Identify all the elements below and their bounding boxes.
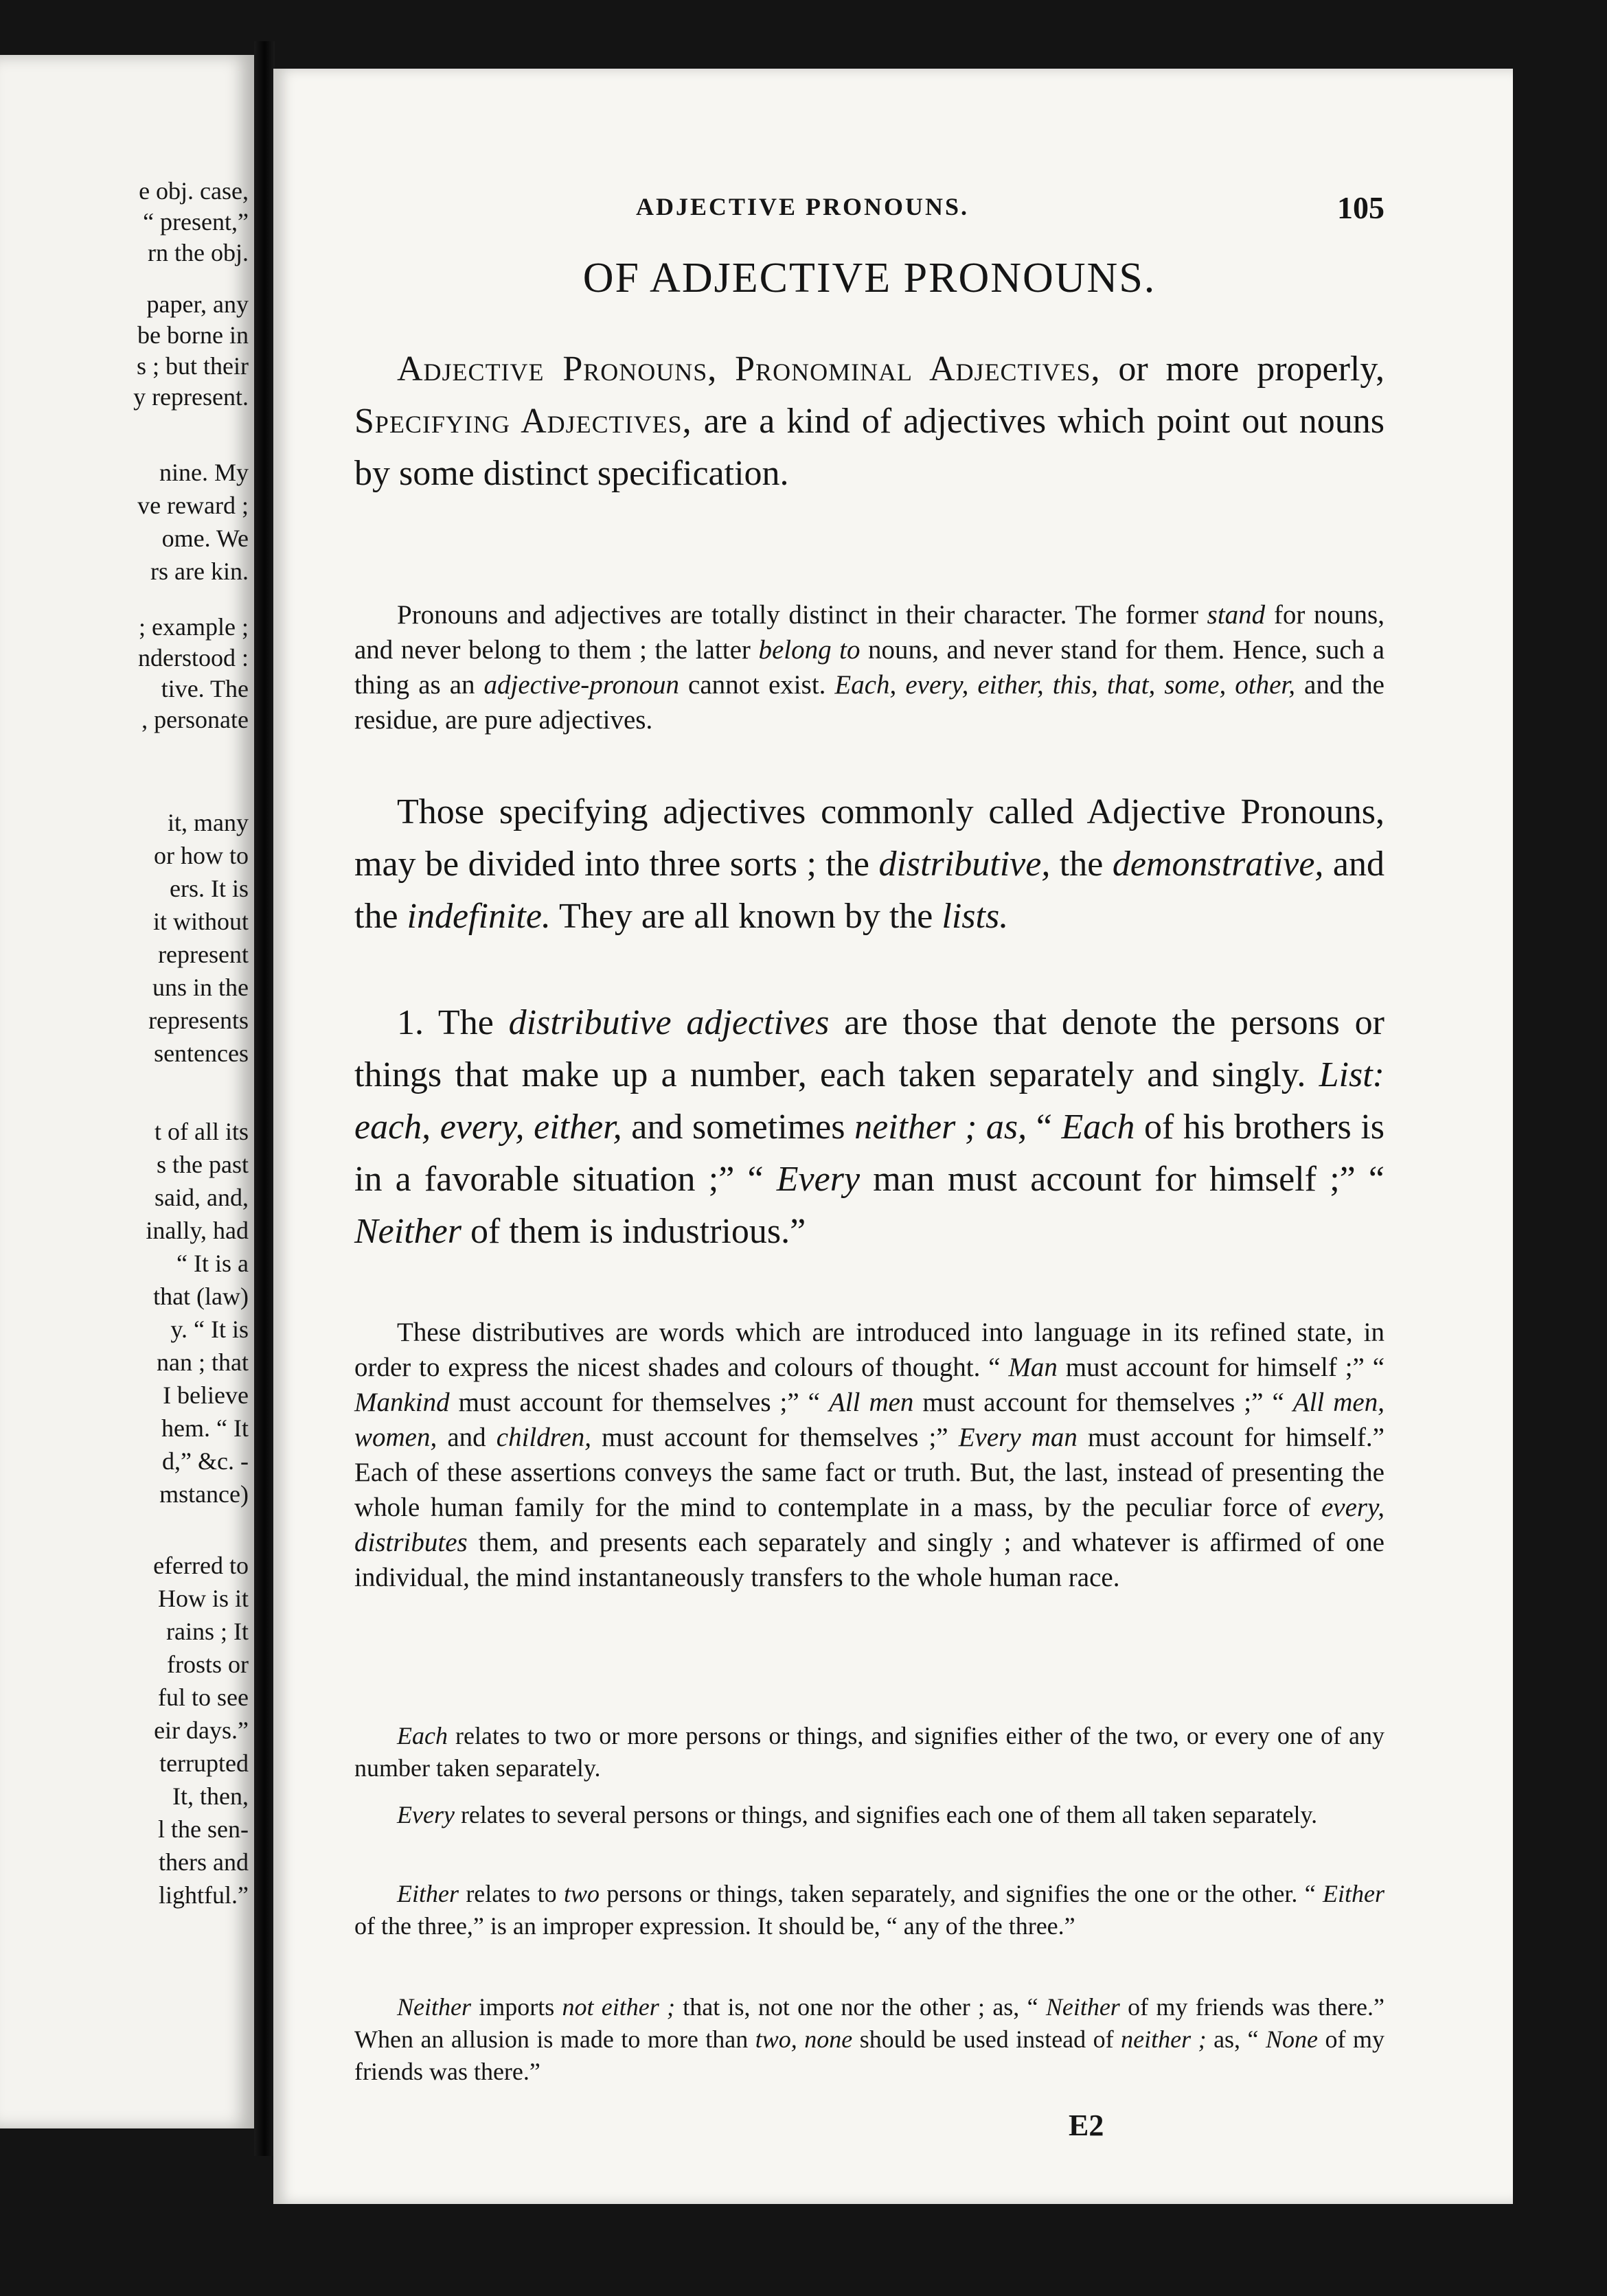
signature-mark: E2 [1069,2109,1104,2142]
note-text: must account for themselves ;” [591,1423,959,1452]
paragraph-text: man must account for himself ;” “ [860,1160,1385,1199]
paragraph-three-sorts [354,786,1384,943]
definition-italic: None [1266,2025,1319,2053]
definition-body: should be used instead of [852,2025,1121,2053]
term-adjective-pronouns: Adjective Pronouns, [397,349,718,389]
left-page-line: ers. It is [170,875,249,902]
defined-word: Either [397,1880,459,1907]
left-page-line: s the past [157,1151,249,1178]
running-head [354,192,1384,233]
paragraph-italic: Every [776,1160,861,1199]
note-text: must account for themselves ;” “ [449,1388,829,1417]
definition-body: of the three,” is an improper expression. It should be, “ any of the three.” [354,1912,1075,1940]
left-page-line: ; example ; [139,613,249,641]
left-page-line: inally, had [146,1217,249,1244]
paragraph-text: of them is industrious.” [461,1212,806,1251]
left-page-line: mstance) [159,1480,249,1508]
left-page-line: e obj. case, [139,177,249,205]
left-page-line: represent [158,941,249,968]
left-page-line: frosts or [167,1651,249,1678]
left-page-line: l the sen- [158,1815,249,1843]
left-page-line: eir days.” [154,1717,249,1744]
left-page-line: eferred to [153,1552,249,1579]
definition-body: of my friends was there.” When an allusion is made to more than [354,1993,1385,2053]
definition-italic: Either [1323,1880,1384,1907]
note-text: must account for themselves ;” “ [913,1388,1293,1417]
note-italic: Mankind [354,1388,450,1417]
note-italic: Man [1008,1353,1058,1382]
left-page-line: ve reward ; [137,492,249,519]
definition-every [354,1799,1384,1831]
note-italic: adjective-pronoun [483,670,679,700]
paragraph-text: and the [354,845,1384,936]
paragraph-text: of his brothers is in a favorable situation ;” “ [354,1107,1385,1199]
paragraph-text: Those specifying adjectives commonly called Adjective Pronouns, may be divided into three sorts ; the [354,792,1384,884]
note-italic: belong to [758,635,861,665]
paragraph-italic: Neither [354,1212,461,1251]
paragraph-distributive [354,997,1384,1258]
note-text: and [437,1423,497,1452]
paragraph-text: 1. The [397,1003,509,1042]
left-page-line: rains ; It [166,1618,249,1645]
note-italic: Every man [958,1423,1078,1452]
book-gutter [254,41,275,2156]
paragraph-italic: demonstrative, [1112,845,1324,884]
chapter-title: OF ADJECTIVE PRONOUNS. [582,255,1156,301]
definition-either [354,1878,1384,1942]
defined-word: Every [397,1801,455,1828]
note-text: and the residue, are pure adjectives. [354,670,1384,735]
definition-each [354,1720,1384,1784]
note-pronouns-vs-adjectives [354,597,1384,737]
left-page-line: be borne in [137,321,249,349]
definition-body: imports [470,1993,562,2021]
definition-italic: not either ; [562,1993,676,2021]
note-italic: Each, every, either, this, that, some, other, [834,670,1295,700]
left-page-line: “ It is a [176,1250,249,1277]
definition-connector: or more properly, [1118,349,1384,389]
paragraph-text: “ [1027,1107,1062,1147]
defined-word: Each [397,1722,448,1749]
definition-body: relates to two or more persons or things, and signifies either of the two, or every one of any number taken separately. [354,1722,1384,1782]
paragraph-text: They are all known by the [550,897,942,936]
paragraph-italic: List: each, every, either, [354,1055,1384,1147]
paragraph-italic: lists. [942,897,1009,936]
left-page-line: nine. My [159,459,249,486]
paragraph-italic: neither ; as, [854,1107,1027,1147]
left-page-line: , personate [141,706,249,733]
left-page-line: thers and [159,1848,249,1876]
paragraph-text: and sometimes [622,1107,855,1147]
definition-italic: two [563,1880,600,1907]
left-page-line: represents [148,1007,249,1034]
left-page-line: nderstood : [138,644,249,671]
left-page-line: it, many [168,809,249,836]
left-page-line: it without [152,908,249,935]
definition-body: as, “ [1206,2025,1266,2053]
definition-italic: Neither [1045,1993,1120,2021]
left-page-line: sentences [154,1040,249,1067]
definition-paragraph [354,343,1384,500]
left-page-line: d,” &c. - [162,1447,249,1475]
term-specifying-adjectives: Specifying Adjectives, [354,402,692,441]
left-page-line: nan ; that [157,1348,249,1376]
definition-neither [354,1991,1384,2088]
left-page-line: hem. “ It [161,1414,249,1442]
left-page-line: It, then, [172,1782,249,1810]
paragraph-italic: distributive, [878,845,1051,884]
note-text: cannot exist. [679,670,835,700]
note-text: nouns, and never stand for them. Hence, such a thing as an [354,635,1385,700]
left-page [0,55,254,2128]
left-page-line: s ; but their [137,352,249,380]
note-text: them, and presents each separately and singly ; and whatever is affirmed of one individual, the mind instantaneously transfers to the whole human race. [354,1528,1384,1592]
note-text: Pronouns and adjectives are totally distinct in their character. The former [397,600,1207,630]
left-page-line: lightful.” [159,1881,249,1909]
note-text: These distributives are words which are introduced into language in its refined state, in order to express the nicest shades and colours of thought. “ [354,1318,1384,1382]
definition-body: of my friends was there.” [354,2025,1384,2085]
left-page-line: ful to see [158,1684,249,1711]
note-italic: children, [496,1423,592,1452]
defined-word: Neither [397,1993,471,2021]
note-italic: every, distributes [354,1493,1384,1557]
definition-body: persons or things, taken separately, and signifies the one or the other. “ [599,1880,1323,1907]
left-page-line: t of all its [155,1118,249,1145]
left-page-line: I believe [163,1381,249,1409]
left-page-line: y represent. [133,383,249,411]
left-page-line: tive. The [161,675,249,702]
paragraph-italic: distributive adjectives [508,1003,830,1042]
paragraph-italic: Each [1061,1107,1135,1147]
definition-body: that is, not one nor the other ; as, “ [675,1993,1046,2021]
left-page-line: terrupted [159,1749,249,1777]
left-page-line: that (law) [153,1283,249,1310]
paragraph-italic: indefinite. [407,897,551,936]
left-page-line: rn the obj. [148,239,249,266]
paragraph-text: are those that denote the persons or things that make up a number, each taken separately and singly. [354,1003,1384,1094]
paragraph-text: the [1050,845,1113,884]
page-number: 105 [1337,190,1384,225]
definition-text: are a kind of adjectives which point out nouns by some distinct specification. [354,402,1384,493]
definition-body: relates to several persons or things, and signifies each one of them all taken separately. [454,1801,1318,1828]
left-page-line: ome. We [161,525,249,552]
definition-italic: two, none [755,2025,853,2053]
left-page-line: said, and, [155,1184,249,1211]
note-text: for nouns, and never belong to them ; the latter [354,600,1384,665]
note-italic: All men, women, [354,1388,1384,1452]
left-page-line: rs are kin. [150,558,249,585]
left-page-line: uns in the [152,974,249,1001]
note-distributives [354,1315,1384,1595]
left-page-line: paper, any [146,290,249,318]
left-page-line: y. “ It is [170,1316,249,1343]
left-page-line: How is it [157,1585,249,1612]
left-page-line: or how to [154,842,249,869]
definition-body: relates to [458,1880,564,1907]
left-page-line: “ present,” [143,208,249,236]
term-pronominal-adjectives: Pronominal Adjectives, [735,349,1101,389]
right-page [273,69,1513,2204]
note-italic: stand [1207,600,1266,630]
note-italic: All men [828,1388,914,1417]
note-text: must account for himself ;” “ [1057,1353,1385,1382]
definition-italic: neither ; [1121,2025,1207,2053]
running-head-title: ADJECTIVE PRONOUNS. [636,193,970,220]
note-text: must account for himself.” Each of these assertions conveys the same fact or truth. But, the last, instead of presenting the whole human family for the mind to contemplate in a mass, by the peculiar force of [354,1423,1384,1522]
